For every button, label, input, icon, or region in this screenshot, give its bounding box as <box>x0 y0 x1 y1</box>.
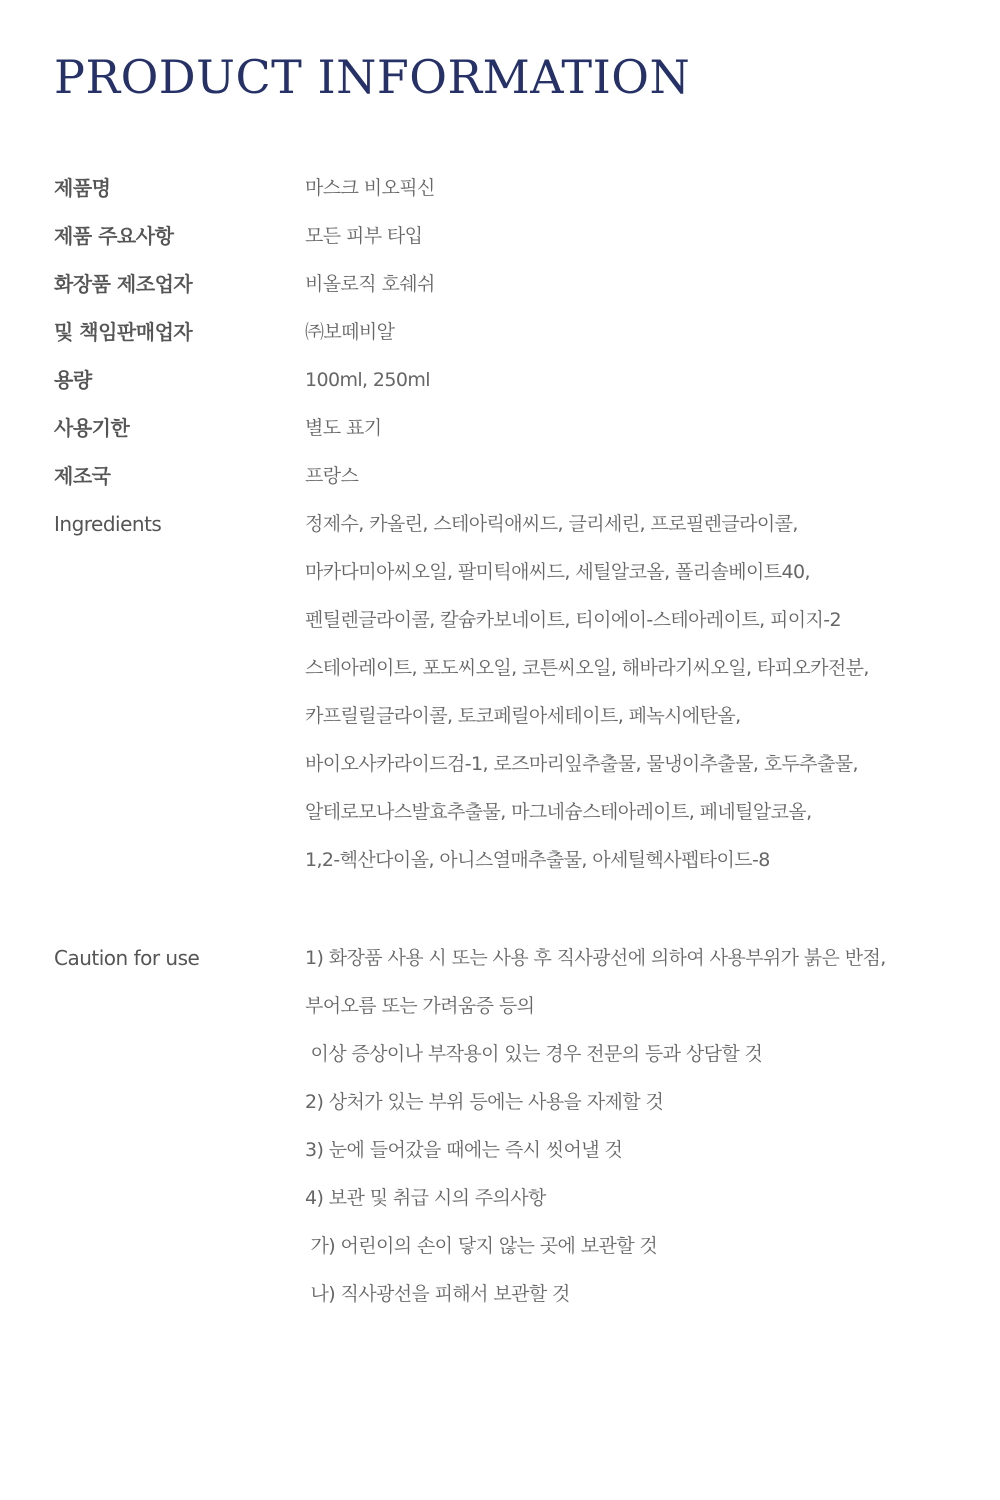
ingredients-line: 펜틸렌글라이콜, 칼슘카보네이트, 티이에이-스테아레이트, 피이지-2 <box>305 609 841 631</box>
ingredients-line: 알테로모나스발효추출물, 마그네슘스테아레이트, 페네틸알코올, <box>305 801 812 823</box>
ingredients-line: 정제수, 카올린, 스테아릭애씨드, 글리세린, 프로필렌글라이콜, <box>305 513 798 535</box>
info-value: 프랑스 <box>305 465 359 487</box>
info-label: 제조국 <box>54 464 111 488</box>
ingredients-line: 스테아레이트, 포도씨오일, 코튼씨오일, 해바라기씨오일, 타피오카전분, <box>305 657 869 679</box>
info-value: 별도 표기 <box>305 417 382 439</box>
caution-line: 부어오름 또는 가려움증 등의 <box>305 995 535 1017</box>
info-label: 사용기한 <box>54 416 130 440</box>
info-row-main-features <box>54 212 954 260</box>
page-title: PRODUCT INFORMATION <box>54 50 691 104</box>
caution-list <box>305 934 954 1318</box>
ingredients-line: 카프릴릴글라이콜, 토코페릴아세테이트, 페녹시에탄올, <box>305 705 741 727</box>
info-label: 제품명 <box>54 176 111 200</box>
info-label: 용량 <box>54 368 92 392</box>
product-info-table <box>54 164 954 1318</box>
ingredients-line: 1,2-헥산다이올, 아니스열매추출물, 아세틸헥사펩타이드-8 <box>305 849 770 871</box>
caution-line: 3) 눈에 들어갔을 때에는 즉시 씻어낼 것 <box>305 1139 623 1161</box>
info-row-volume <box>54 356 954 404</box>
ingredients-list <box>305 500 954 884</box>
section-spacer <box>54 884 954 934</box>
caution-line: 2) 상처가 있는 부위 등에는 사용을 자제할 것 <box>305 1091 664 1113</box>
info-row-origin <box>54 452 954 500</box>
info-value: 비올로직 호쉐쉬 <box>305 273 435 295</box>
info-row-manufacturer <box>54 260 954 308</box>
info-row-caution <box>54 934 954 1318</box>
info-value: 모든 피부 타입 <box>305 225 423 247</box>
info-value: ㈜보떼비알 <box>305 321 395 343</box>
caution-line: 나) 직사광선을 피해서 보관할 것 <box>305 1283 570 1305</box>
caution-line: 이상 증상이나 부작용이 있는 경우 전문의 등과 상담할 것 <box>305 1043 763 1065</box>
info-row-distributor <box>54 308 954 356</box>
ingredients-label: Ingredients <box>54 512 162 536</box>
info-label: 및 책임판매업자 <box>54 320 193 344</box>
caution-label: Caution for use <box>54 946 200 970</box>
info-value: 마스크 비오픽신 <box>305 177 435 199</box>
info-label: 제품 주요사항 <box>54 224 174 248</box>
ingredients-line: 마카다미아씨오일, 팔미틱애씨드, 세틸알코올, 폴리솔베이트40, <box>305 561 810 583</box>
info-row-expiry <box>54 404 954 452</box>
info-value: 100ml, 250ml <box>305 369 430 391</box>
info-row-ingredients <box>54 500 954 884</box>
caution-line: 4) 보관 및 취급 시의 주의사항 <box>305 1187 546 1209</box>
caution-line: 가) 어린이의 손이 닿지 않는 곳에 보관할 것 <box>305 1235 658 1257</box>
ingredients-line: 바이오사카라이드검-1, 로즈마리잎추출물, 물냉이추출물, 호두추출물, <box>305 753 858 775</box>
caution-line: 1) 화장품 사용 시 또는 사용 후 직사광선에 의하여 사용부위가 붉은 반점, <box>305 947 886 969</box>
info-row-product-name <box>54 164 954 212</box>
info-label: 화장품 제조업자 <box>54 272 193 296</box>
